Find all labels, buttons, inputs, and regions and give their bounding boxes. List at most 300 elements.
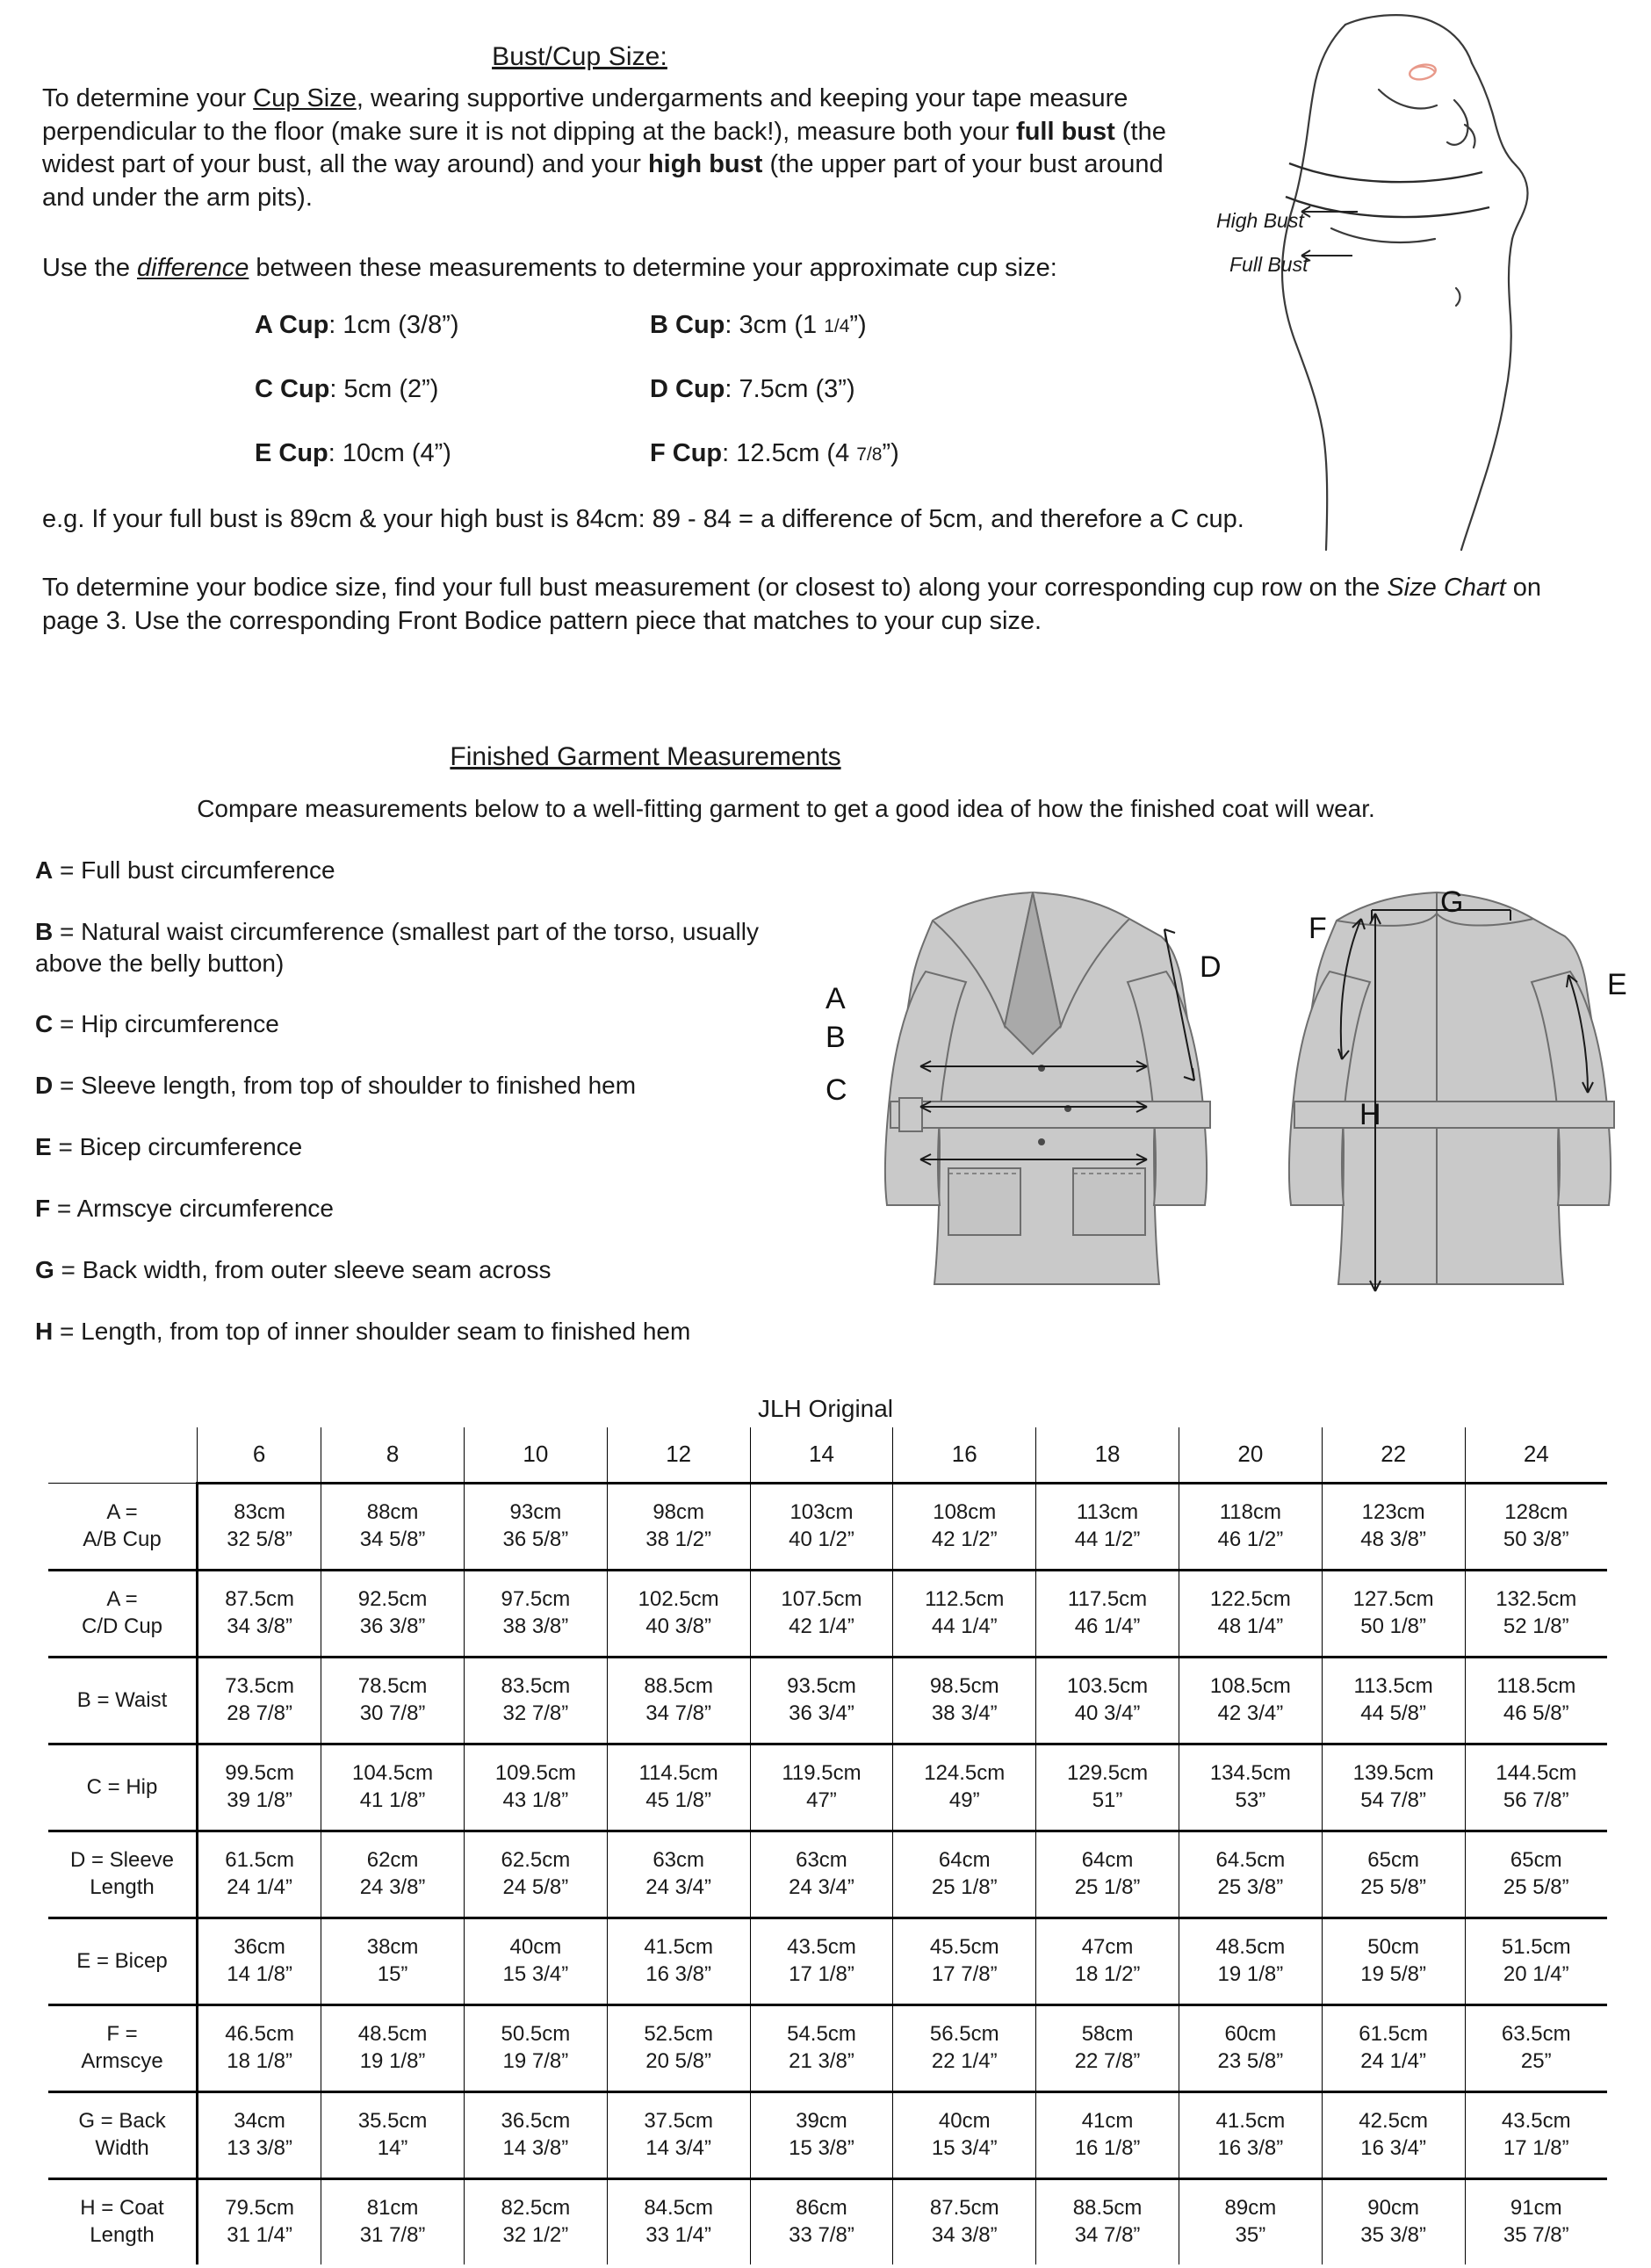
cup-row xyxy=(255,311,1045,340)
cell-inch: 19 7/8” xyxy=(502,2049,569,2073)
table-row xyxy=(48,2005,1607,2092)
legend-item-c xyxy=(35,1008,826,1040)
cell-cm: 61.5cm xyxy=(225,1848,294,1873)
row-label-line: A = xyxy=(106,1499,138,1524)
difference-emphasis: difference xyxy=(137,253,249,282)
cell-cm: 65cm xyxy=(1367,1848,1419,1873)
table-cell xyxy=(750,1658,893,1744)
table-cell xyxy=(750,1744,893,1831)
cell-cm: 46.5cm xyxy=(225,2022,294,2047)
cell-cm: 144.5cm xyxy=(1496,1761,1577,1786)
cell-cm: 35.5cm xyxy=(357,2109,428,2134)
table-cell xyxy=(1179,1918,1322,2005)
cell-inch: 23 5/8” xyxy=(1217,2049,1284,2073)
full-bust-label: Full Bust xyxy=(1229,253,1309,276)
table-col-24: 24 xyxy=(1465,1427,1607,1484)
table-col-6: 6 xyxy=(198,1427,321,1484)
table-cell xyxy=(1465,2092,1607,2179)
cell-inch: 45 1/8” xyxy=(645,1788,712,1812)
row-label-line: B = Waist xyxy=(76,1687,168,1712)
cell-cm: 64.5cm xyxy=(1215,1848,1286,1873)
cup-label-e: E Cup xyxy=(255,439,328,468)
cell-cm: 41cm xyxy=(1081,2109,1134,2134)
cell-cm: 81cm xyxy=(366,2196,419,2221)
cell-inch: 24 1/4” xyxy=(1360,2049,1426,2073)
legend-item-a xyxy=(35,855,826,886)
cell-cm: 36.5cm xyxy=(501,2109,571,2134)
table-row xyxy=(48,1918,1607,2005)
cell-cm: 73.5cm xyxy=(225,1674,294,1699)
legend-key-h: H xyxy=(35,1317,54,1345)
table-cell xyxy=(1036,1571,1179,1658)
cell-inch: 36 3/4” xyxy=(789,1701,854,1725)
table-cell xyxy=(893,1658,1036,1744)
table-cell xyxy=(321,1484,465,1571)
cell-inch: 21 3/8” xyxy=(789,2049,854,2073)
table-cell xyxy=(1465,1658,1607,1744)
table-col-8: 8 xyxy=(321,1427,465,1484)
cell-cm: 41.5cm xyxy=(1215,2109,1286,2134)
diagram-letter-e: E xyxy=(1607,968,1627,1001)
cell-cm: 118.5cm xyxy=(1496,1674,1576,1699)
table-cell xyxy=(321,1831,465,1918)
table-cell xyxy=(1036,1918,1179,2005)
table-cell xyxy=(198,1484,321,1571)
cup-value-e: : 10cm (4”) xyxy=(328,439,451,468)
cell-cm: 52.5cm xyxy=(644,2022,714,2047)
table-cell xyxy=(464,2092,607,2179)
cell-inch: 14 3/4” xyxy=(645,2136,712,2160)
legend-text-d: = Sleeve length, from top of shoulder to finished hem xyxy=(53,1072,637,1100)
row-label-line: D = Sleeve xyxy=(69,1848,175,1873)
cell-inch: 46 1/2” xyxy=(1217,1528,1284,1551)
cell-cm: 43.5cm xyxy=(1501,2109,1571,2134)
row-label xyxy=(48,2092,198,2179)
cell-inch: 15 3/8” xyxy=(789,2136,854,2160)
cell-cm: 64cm xyxy=(938,1848,991,1873)
cell-cm: 139.5cm xyxy=(1352,1761,1434,1786)
cell-inch: 20 5/8” xyxy=(645,2049,712,2073)
cell-cm: 50.5cm xyxy=(501,2022,571,2047)
table-col-16: 16 xyxy=(893,1427,1036,1484)
table-cell xyxy=(1036,2179,1179,2265)
legend-key-a: A xyxy=(35,856,54,884)
bodice-pre: To determine your bodice size, find your full bust measurement (or closest to) along your corresponding cup row on the xyxy=(42,574,1388,603)
cup-item-f xyxy=(650,439,1045,468)
cell-cm: 87.5cm xyxy=(929,2196,999,2221)
table-cell xyxy=(1465,1571,1607,1658)
table-col-20: 20 xyxy=(1179,1427,1322,1484)
cell-cm: 114.5cm xyxy=(638,1761,718,1786)
diagram-letter-f: F xyxy=(1309,912,1327,945)
full-bust-bold: full bust xyxy=(1016,117,1115,146)
legend-text-c: = Hip circumference xyxy=(53,1010,279,1038)
cell-cm: 99.5cm xyxy=(225,1761,294,1786)
cell-inch: 19 5/8” xyxy=(1360,1962,1426,1986)
legend-item-d xyxy=(35,1070,826,1101)
table-cell xyxy=(750,2179,893,2265)
cell-inch: 13 3/8” xyxy=(227,2136,292,2160)
bodice-end: on page 3. Use the corresponding Front Bodice pattern piece that matches to your cup size. xyxy=(42,574,1542,635)
row-label xyxy=(48,1571,198,1658)
table-cell xyxy=(1179,1571,1322,1658)
cell-cm: 41.5cm xyxy=(644,1935,714,1960)
cell-inch: 20 1/4” xyxy=(1503,1962,1569,1986)
cell-inch: 17 1/8” xyxy=(1503,2136,1569,2160)
cell-inch: 44 1/4” xyxy=(931,1614,998,1638)
table-cell xyxy=(464,2005,607,2092)
cell-inch: 35” xyxy=(1235,2223,1266,2247)
table-corner-cell xyxy=(48,1427,198,1484)
table-cell xyxy=(198,2092,321,2179)
diagram-letter-a: A xyxy=(826,982,846,1015)
cell-inch: 24 3/4” xyxy=(645,1875,712,1899)
coat-back xyxy=(1303,892,1598,1284)
table-cell xyxy=(1465,1484,1607,1571)
cell-cm: 48.5cm xyxy=(1215,1935,1286,1960)
table-cell xyxy=(1036,2092,1179,2179)
cell-inch: 14 1/8” xyxy=(227,1962,292,1986)
cell-cm: 124.5cm xyxy=(924,1761,1006,1786)
para1-pre: To determine your xyxy=(42,84,254,112)
cell-cm: 62cm xyxy=(366,1848,419,1873)
table-cell xyxy=(1322,1484,1465,1571)
table-cell xyxy=(198,1744,321,1831)
cell-inch: 25 1/8” xyxy=(931,1875,998,1899)
table-col-12: 12 xyxy=(607,1427,750,1484)
row-label-line: A/B Cup xyxy=(83,1527,162,1551)
legend-key-g: G xyxy=(35,1255,54,1283)
table-row xyxy=(48,1744,1607,1831)
cell-cm: 97.5cm xyxy=(501,1587,571,1612)
cell-inch: 46 1/4” xyxy=(1074,1614,1141,1638)
table-cell xyxy=(750,2092,893,2179)
legend-item-f xyxy=(35,1193,826,1224)
row-label-line: Length xyxy=(90,2223,155,2247)
cup-value-b: : 3cm (1 xyxy=(725,311,825,340)
table-cell xyxy=(198,2005,321,2092)
legend-key-b: B xyxy=(35,917,54,945)
cell-inch: 36 5/8” xyxy=(502,1528,569,1551)
row-label xyxy=(48,1744,198,1831)
table-cell xyxy=(1036,1484,1179,1571)
cell-cm: 42.5cm xyxy=(1359,2109,1428,2134)
table-cell xyxy=(1036,1744,1179,1831)
table-cell xyxy=(1322,1571,1465,1658)
legend-key-e: E xyxy=(35,1133,52,1161)
cell-cm: 56.5cm xyxy=(929,2022,999,2047)
table-cell xyxy=(1179,1658,1322,1744)
table-row xyxy=(48,2179,1607,2265)
cell-inch: 32 5/8” xyxy=(227,1528,292,1551)
cell-cm: 40cm xyxy=(938,2109,991,2134)
table-cell xyxy=(198,1831,321,1918)
table-cell xyxy=(893,1571,1036,1658)
legend-text-a: = Full bust circumference xyxy=(53,856,335,884)
cell-inch: 19 1/8” xyxy=(359,2049,426,2073)
cell-inch: 53” xyxy=(1235,1788,1266,1812)
cup-value-c: : 5cm (2”) xyxy=(329,375,439,404)
cell-cm: 60cm xyxy=(1224,2022,1277,2047)
cell-cm: 103cm xyxy=(789,1500,854,1525)
row-label-line: F = xyxy=(106,2022,138,2047)
table-cell xyxy=(893,2179,1036,2265)
table-col-10: 10 xyxy=(464,1427,607,1484)
cup-label-d: D Cup xyxy=(650,375,725,404)
cell-cm: 37.5cm xyxy=(644,2109,714,2134)
cell-inch: 34 3/8” xyxy=(227,1614,292,1638)
cell-inch: 35 3/8” xyxy=(1360,2223,1426,2247)
cell-cm: 78.5cm xyxy=(357,1674,428,1699)
cell-cm: 87.5cm xyxy=(225,1587,294,1612)
cell-cm: 93.5cm xyxy=(787,1674,856,1699)
table-cell xyxy=(607,1831,750,1918)
table-cell xyxy=(321,1918,465,2005)
cell-cm: 102.5cm xyxy=(638,1587,719,1612)
cell-inch: 33 1/4” xyxy=(645,2223,712,2247)
cell-inch: 25 3/8” xyxy=(1217,1875,1284,1899)
high-bust-label: High Bust xyxy=(1216,209,1304,232)
cup-value-f: : 12.5cm (4 xyxy=(722,439,857,468)
table-row xyxy=(48,1571,1607,1658)
cell-inch: 49” xyxy=(948,1788,980,1812)
cell-inch: 34 5/8” xyxy=(359,1528,426,1551)
cell-inch: 16 1/8” xyxy=(1074,2136,1141,2160)
row-label xyxy=(48,1831,198,1918)
cup-value-b-fraction: 1/4 xyxy=(824,316,850,337)
cell-inch: 32 7/8” xyxy=(502,1701,569,1725)
cell-cm: 47cm xyxy=(1081,1935,1134,1960)
size-chart-italic: Size Chart xyxy=(1387,574,1506,603)
cell-inch: 16 3/8” xyxy=(645,1962,712,1986)
table-cell xyxy=(1465,2179,1607,2265)
cell-inch: 16 3/4” xyxy=(1360,2136,1426,2160)
cell-cm: 119.5cm xyxy=(782,1761,862,1786)
cup-item-e xyxy=(255,439,650,468)
cell-inch: 33 7/8” xyxy=(789,2223,854,2247)
table-row xyxy=(48,1831,1607,1918)
cell-cm: 39cm xyxy=(796,2109,847,2134)
table-col-22: 22 xyxy=(1322,1427,1465,1484)
table-row xyxy=(48,1658,1607,1744)
cell-cm: 65cm xyxy=(1510,1848,1562,1873)
size-chart-table xyxy=(48,1427,1607,2264)
cell-inch: 28 7/8” xyxy=(227,1701,292,1725)
legend-text-e: = Bicep circumference xyxy=(51,1133,303,1161)
table-cell xyxy=(321,1571,465,1658)
cup-label-c: C Cup xyxy=(255,375,330,404)
cell-inch: 15 3/4” xyxy=(502,1962,569,1986)
table-cell xyxy=(464,1571,607,1658)
cup-label-a: A Cup xyxy=(255,311,329,340)
cell-inch: 24 3/4” xyxy=(789,1875,854,1899)
cell-inch: 42 1/4” xyxy=(789,1614,854,1638)
row-label xyxy=(48,1658,198,1744)
cell-cm: 98.5cm xyxy=(929,1674,999,1699)
table-cell xyxy=(321,1658,465,1744)
table-cell xyxy=(1322,2179,1465,2265)
cell-cm: 112.5cm xyxy=(925,1587,1005,1612)
cell-inch: 31 7/8” xyxy=(359,2223,426,2247)
table-cell xyxy=(198,1658,321,1744)
legend-item-g xyxy=(35,1254,826,1286)
cell-cm: 54.5cm xyxy=(787,2022,856,2047)
cell-inch: 32 1/2” xyxy=(502,2223,569,2247)
table-cell xyxy=(1036,1658,1179,1744)
cup-item-d xyxy=(650,375,1045,404)
row-label-line: Armscye xyxy=(81,2049,163,2073)
table-cell xyxy=(1465,1744,1607,1831)
size-chart-title: JLH Original xyxy=(757,1395,894,1422)
cell-inch: 22 7/8” xyxy=(1074,2049,1141,2073)
cell-inch: 34 7/8” xyxy=(645,1701,712,1725)
row-label-line: C = Hip xyxy=(86,1774,158,1799)
table-cell xyxy=(1322,2092,1465,2179)
row-label-line: H = Coat xyxy=(80,2196,164,2221)
difference-instruction xyxy=(42,252,1272,285)
cell-inch: 35 7/8” xyxy=(1503,2223,1569,2247)
table-cell xyxy=(198,1918,321,2005)
table-cell xyxy=(893,1918,1036,2005)
cell-cm: 92.5cm xyxy=(357,1587,428,1612)
table-cell xyxy=(1179,1484,1322,1571)
row-label-line: C/D Cup xyxy=(81,1614,163,1638)
cup-size-underlined: Cup Size xyxy=(253,84,357,112)
table-row xyxy=(48,2092,1607,2179)
cell-inch: 34 7/8” xyxy=(1074,2223,1141,2247)
table-cell xyxy=(893,1484,1036,1571)
bust-cup-size-section xyxy=(0,0,1651,639)
cell-inch: 51” xyxy=(1092,1788,1123,1812)
table-cell xyxy=(464,1831,607,1918)
row-label xyxy=(48,2179,198,2265)
table-cell xyxy=(321,2092,465,2179)
cell-cm: 98cm xyxy=(652,1500,704,1525)
diagram-letter-c: C xyxy=(826,1073,847,1107)
legend-text-h: = Length, from top of inner shoulder seam to finished hem xyxy=(53,1317,691,1345)
cell-cm: 91cm xyxy=(1510,2196,1562,2221)
cell-inch: 50 1/8” xyxy=(1360,1614,1426,1638)
legend-text-b: = Natural waist circumference (smallest part of the torso, usually above the belly button) xyxy=(35,917,759,977)
cell-inch: 39 1/8” xyxy=(227,1788,292,1812)
legend-key-c: C xyxy=(35,1010,54,1038)
bust-cup-size-heading: Bust/Cup Size: xyxy=(492,42,667,71)
cell-inch: 40 1/2” xyxy=(789,1528,854,1551)
cell-inch: 38 3/8” xyxy=(502,1614,569,1638)
cell-inch: 24 5/8” xyxy=(502,1875,569,1899)
table-cell xyxy=(1465,2005,1607,2092)
table-cell xyxy=(750,1484,893,1571)
diagram-letter-h: H xyxy=(1359,1098,1381,1131)
cell-cm: 82.5cm xyxy=(501,2196,571,2221)
cell-cm: 63cm xyxy=(796,1848,847,1873)
cell-cm: 93cm xyxy=(509,1500,562,1525)
cell-cm: 132.5cm xyxy=(1496,1587,1577,1612)
cup-item-c xyxy=(255,375,650,404)
cell-cm: 43.5cm xyxy=(787,1935,856,1960)
cell-inch: 42 3/4” xyxy=(1217,1701,1284,1725)
table-cell xyxy=(321,2005,465,2092)
cell-inch: 17 7/8” xyxy=(931,1962,998,1986)
cell-inch: 52 1/8” xyxy=(1503,1614,1569,1638)
table-cell xyxy=(1322,1831,1465,1918)
cell-cm: 122.5cm xyxy=(1209,1587,1291,1612)
cell-inch: 43 1/8” xyxy=(502,1788,569,1812)
cell-cm: 50cm xyxy=(1367,1935,1419,1960)
cell-cm: 117.5cm xyxy=(1067,1587,1148,1612)
table-cell xyxy=(1322,1658,1465,1744)
cell-inch: 30 7/8” xyxy=(359,1701,426,1725)
cell-cm: 103.5cm xyxy=(1067,1674,1149,1699)
cell-inch: 48 1/4” xyxy=(1217,1614,1284,1638)
table-cell xyxy=(464,1658,607,1744)
cell-inch: 54 7/8” xyxy=(1360,1788,1426,1812)
cell-inch: 41 1/8” xyxy=(359,1788,426,1812)
table-cell xyxy=(750,1918,893,2005)
coat-diagrams xyxy=(817,878,1633,1432)
table-cell xyxy=(750,1831,893,1918)
table-row xyxy=(48,1484,1607,1571)
bodice-size-instruction xyxy=(42,572,1588,638)
cell-cm: 113cm xyxy=(1076,1500,1139,1525)
cell-cm: 88.5cm xyxy=(1072,2196,1143,2221)
cup-size-list xyxy=(255,311,1045,468)
table-col-18: 18 xyxy=(1036,1427,1179,1484)
cell-cm: 86cm xyxy=(796,2196,847,2221)
cell-inch: 48 3/8” xyxy=(1360,1528,1426,1551)
cup-value-f-tail: ”) xyxy=(882,439,899,468)
cell-cm: 134.5cm xyxy=(1209,1761,1291,1786)
table-cell xyxy=(198,1571,321,1658)
table-col-14: 14 xyxy=(750,1427,893,1484)
row-label-line: G = Back xyxy=(78,2109,166,2134)
cell-inch: 15” xyxy=(377,1962,408,1986)
cell-inch: 42 1/2” xyxy=(931,1528,998,1551)
table-cell xyxy=(607,2005,750,2092)
measurement-legend xyxy=(35,855,826,1347)
table-cell xyxy=(321,2179,465,2265)
row-label-line: E = Bicep xyxy=(76,1948,168,1973)
cell-inch: 25” xyxy=(1520,2049,1552,2073)
cell-inch: 56 7/8” xyxy=(1503,1788,1569,1812)
cell-inch: 50 3/8” xyxy=(1503,1528,1569,1551)
legend-key-d: D xyxy=(35,1072,54,1100)
row-label xyxy=(48,2005,198,2092)
cell-inch: 24 1/4” xyxy=(227,1875,292,1899)
cell-cm: 108.5cm xyxy=(1209,1674,1291,1699)
cell-cm: 63.5cm xyxy=(1501,2022,1571,2047)
cell-cm: 51.5cm xyxy=(1501,1935,1571,1960)
table-cell xyxy=(1465,1831,1607,1918)
table-cell xyxy=(607,1918,750,2005)
cup-size-example: e.g. If your full bust is 89cm & your high bust is 84cm: 89 - 84 = a difference of 5cm, and therefore a C cup. xyxy=(42,505,1244,534)
table-cell xyxy=(893,2005,1036,2092)
table-cell xyxy=(464,1744,607,1831)
para2-end: between these measurements to determine your approximate cup size: xyxy=(249,253,1057,282)
cell-inch: 18 1/2” xyxy=(1074,1962,1141,1986)
table-cell xyxy=(607,2179,750,2265)
table-cell xyxy=(464,1918,607,2005)
cell-inch: 15 3/4” xyxy=(931,2136,998,2160)
high-bust-bold: high bust xyxy=(647,150,763,179)
cup-row xyxy=(255,375,1045,404)
cell-cm: 123cm xyxy=(1361,1500,1425,1525)
cell-inch: 18 1/8” xyxy=(227,2049,292,2073)
cell-cm: 38cm xyxy=(366,1935,419,1960)
table-cell xyxy=(464,1484,607,1571)
legend-key-f: F xyxy=(35,1194,51,1222)
cup-row xyxy=(255,439,1045,468)
